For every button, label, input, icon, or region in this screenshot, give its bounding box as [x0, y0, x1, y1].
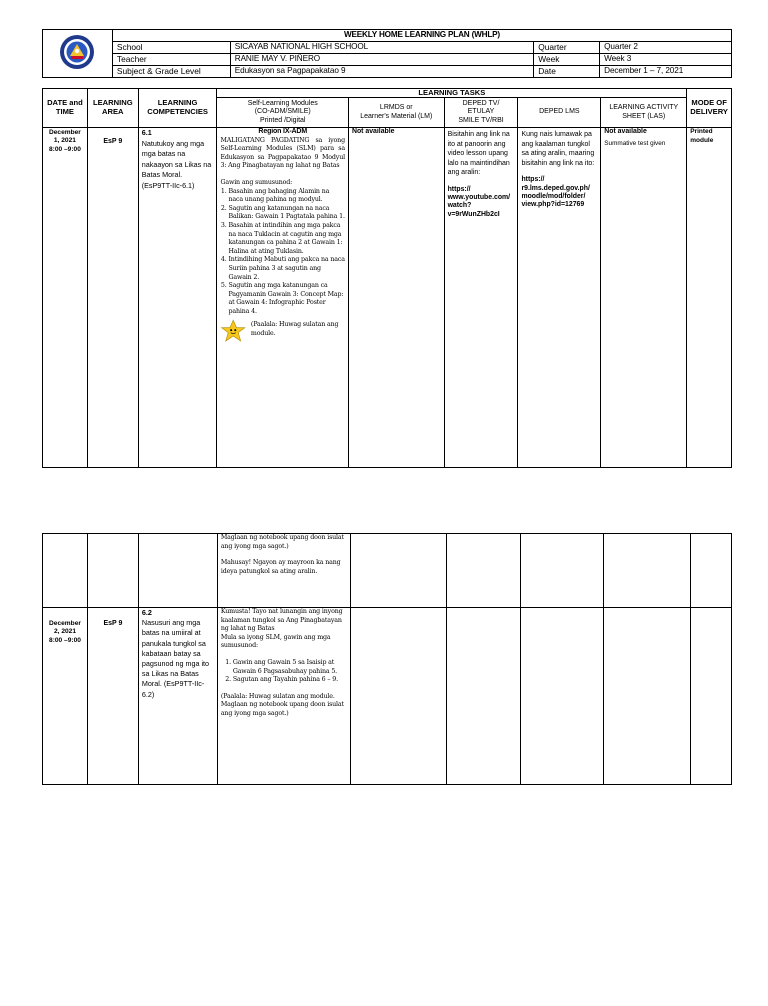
competency-cell: 6.2 Nasusuri ang mga batas na umiiral at panukala tungkol sa kabataan batay sa pagsunod ng mga ito sa Likas na Batas Moral. (EsP9TT-IIc-6.2) — [138, 608, 217, 785]
table-row — [43, 128, 732, 468]
las-cell — [604, 534, 691, 608]
slm-step: 5. Sagutin ang mga katanungan ca Pagyamanin Gawain 3: Concept Map: at Gawain 4: Infographic Poster pahina 4. — [228, 282, 345, 316]
week-value: Week 3 — [600, 54, 732, 66]
slm-cell: Maglaan ng notebook upang doon isulat ang iyong mga sagot.) Mahusay! Ngayon ay mayroon ka nang ideya patungkol sa ating aralin. — [217, 534, 350, 608]
youtube-link[interactable]: https:// www.youtube.com/ watch? v=9rWunZHb2cI — [447, 185, 511, 218]
slm-step: 2. Sagutan ang Tayahin pahina 6 – 9. — [233, 676, 347, 685]
date-label: Date — [534, 66, 600, 78]
lrmds-cell — [350, 534, 447, 608]
col-header-deped-lms: DEPED LMS — [518, 98, 601, 128]
school-value: SICAYAB NATIONAL HIGH SCHOOL — [230, 42, 533, 54]
slm-step: 2. Sagutin ang katanungan na naca Balikan: Gawain 1 Pagtatala pahina 1. — [228, 205, 345, 222]
date-cell: December 2, 2021 8:00 –9:00 — [43, 608, 88, 785]
quarter-label: Quarter — [534, 42, 600, 54]
table-row — [43, 608, 732, 785]
las-cell — [604, 608, 691, 785]
slm-step: 4. Intindihing Mabuti ang pakca na naca Suriin pahina 3 at sagutin ang Gawain 2. — [228, 256, 345, 282]
teacher-value: RANIE MAY V. PIÑERO — [230, 54, 533, 66]
lrmds-cell: Not available — [348, 128, 444, 468]
header-table — [42, 29, 732, 78]
whlp-title: WEEKLY HOME LEARNING PLAN (WHLP) — [112, 30, 731, 42]
competency-cell — [138, 534, 217, 608]
col-header-las: LEARNING ACTIVITY SHEET (LAS) — [601, 98, 687, 128]
week-label: Week — [534, 54, 600, 66]
deped-lms-cell: Kung nais lumawak pa ang kaalaman tungkol sa ating aralin, maaring bisitahin ang link na ito: https:// r9.lms.deped.gov.ph/ moodle/mod/folder/ view.php?id=12769 — [518, 128, 601, 468]
col-header-date-time: DATE and TIME — [43, 89, 88, 128]
deped-lms-cell — [521, 534, 604, 608]
deped-tv-cell: Bisitahin ang link na ito at panoorin ang video lesson upang lalo na maintindihan ang aralin: https:// www.youtube.com/ watch? v=9rWunZHb2cI — [444, 128, 518, 468]
star-mascot-icon — [220, 317, 246, 345]
school-label: School — [112, 42, 230, 54]
slm-step: 1. Gawin ang Gawain 5 sa Isaisip at Gawain 6 Pagsasabuhay pahina 5. — [233, 659, 347, 676]
deped-lms-cell — [521, 608, 604, 785]
date-cell: December 1, 2021 8:00 –9:00 — [43, 128, 88, 468]
school-seal-cell — [43, 30, 113, 78]
slm-cell: Region IX-ADM MALIGATANG PAGDATING sa iyong Self-Learning Modules (SLM) para sa Edukasyon sa Pagpapakatao 9 Modyul 3: Ang Pinagbatayan ng lahat ng Batas Gawin ang sumusunod: 1. Basahin ang bahaging Alamin na naca unang pahina ng modyul. 2. Sagutin ang katanungan na naca Balikan: Gawain 1 Pagtatala pahina 1. 3. Basahin at intindihin ang mga pakca na naca Tuklacin at cagutin ang mga katanungan ca pahina 2 at Gawain 1: Halina at ating Tuklasin. 4. Intindihing Mabuti ang pakca na naca Suriin pahina 3 at sagutin ang Gawain 2. 5. Sagutin ang mga katanungan ca Pagyamanin Gawain 3: Concept Map: at Gawain 4: Infographic Poster pahina 4. (Paalala: Huwag sulatan ang module. — [217, 128, 349, 468]
deped-tv-cell — [447, 608, 521, 785]
col-header-lrmds: LRMDS or Learner's Material (LM) — [348, 98, 444, 128]
slm-cell: Kumusta! Tayo nat lunangin ang inyong kaalaman tungkol sa Ang Pinagbatayan ng lahat ng Batas Mula sa iyong SLM, gawin ang mga sumusunod: 1. Gawin ang Gawain 5 sa Isaisip at Gawain 6 Pagsasabuhay pahina 5. 2. Sagutan ang Tayahin pahina 6 – 9. (Paalala: Huwag sulatan ang module. Maglaan ng notebook upang doon isulat ang iyong mga sagot.) — [217, 608, 350, 785]
mode-cell: Printed module — [687, 128, 732, 468]
deped-tv-cell — [447, 534, 521, 608]
quarter-value: Quarter 2 — [600, 42, 732, 54]
mode-cell — [691, 534, 732, 608]
school-seal-logo — [59, 34, 95, 70]
las-cell: Not available Summative test given — [601, 128, 687, 468]
lrmds-cell — [350, 608, 447, 785]
col-header-mode: MODE OF DELIVERY — [687, 89, 732, 128]
date-cell — [43, 534, 88, 608]
table-row — [43, 534, 732, 608]
slm-step: 3. Basahin at intindihin ang mga pakca na naca Tuklacin at cagutin ang mga katanungan ca pahina 2 at Gawain 1: Halina at ating Tuklasin. — [228, 222, 345, 256]
learning-area-cell: EsP 9 — [87, 128, 138, 468]
teacher-label: Teacher — [112, 54, 230, 66]
col-header-slm: Self-Learning Modules (CO-ADM/SMILE) Printed /Digital — [217, 98, 349, 128]
mode-cell — [691, 608, 732, 785]
col-header-competencies: LEARNING COMPETENCIES — [138, 89, 217, 128]
learning-plan-table — [42, 88, 732, 468]
learning-plan-table-continued — [42, 533, 732, 785]
date-value: December 1 – 7, 2021 — [600, 66, 732, 78]
col-header-learning-area: LEARNING AREA — [87, 89, 138, 128]
lms-link[interactable]: https:// r9.lms.deped.gov.ph/ moodle/mod/folder/ view.php?id=12769 — [521, 176, 590, 208]
learning-area-cell: EsP 9 — [87, 608, 138, 785]
col-header-deped-tv: DEPED TV/ ETULAY SMILE TV/RBI — [444, 98, 518, 128]
slm-step: 1. Basahin ang bahaging Alamin na naca unang pahina ng modyul. — [228, 188, 345, 205]
subject-label: Subject & Grade Level — [112, 66, 230, 78]
learning-area-cell — [87, 534, 138, 608]
competency-cell: 6.1 Natutukoy ang mga mga batas na nakaayon sa Likas na Batas Moral. (EsP9TT-IIc-6.1) — [138, 128, 217, 468]
subject-value: Edukasyon sa Pagpapakatao 9 — [230, 66, 533, 78]
col-header-learning-tasks: LEARNING TASKS — [217, 89, 687, 98]
